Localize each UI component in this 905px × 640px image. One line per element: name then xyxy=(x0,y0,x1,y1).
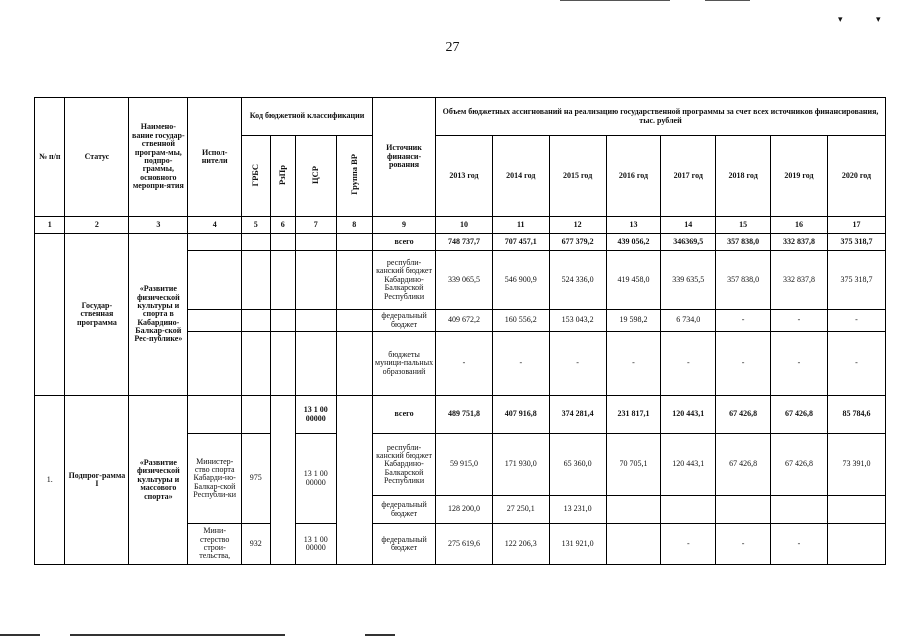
header-grbs xyxy=(242,136,270,217)
cell-value: 375 318,7 xyxy=(827,234,885,251)
cell-rzpr xyxy=(270,251,295,310)
cell-name: «Развитие физической культуры и массового спорта» xyxy=(129,396,188,565)
header-source: Источник финанси-рования xyxy=(373,98,436,217)
cell-value: 407 916,8 xyxy=(492,396,549,434)
cell-csr xyxy=(295,310,336,332)
cell-value: 546 900,9 xyxy=(492,251,549,310)
cell-csr: 13 1 00 00000 xyxy=(295,524,336,565)
cell-executor xyxy=(188,310,242,332)
cell-value: 275 619,6 xyxy=(436,524,493,565)
cell-grbs: 932 xyxy=(242,524,270,565)
cell-executor xyxy=(188,251,242,310)
cell-vr xyxy=(336,332,373,396)
header-rzpr-label: РзПр xyxy=(277,164,288,185)
cell-grbs xyxy=(242,234,270,251)
top-rule xyxy=(560,0,670,1)
cell-value: 67 426,8 xyxy=(771,396,828,434)
cell-value: 160 556,2 xyxy=(492,310,549,332)
cell-csr xyxy=(295,251,336,310)
cell-vr xyxy=(336,310,373,332)
cell-value: 677 379,2 xyxy=(549,234,606,251)
cell-rzpr xyxy=(270,396,295,565)
cell-value xyxy=(661,496,716,524)
cell-value: 489 751,8 xyxy=(436,396,493,434)
cell-value: 120 443,1 xyxy=(661,396,716,434)
cell-value: - xyxy=(771,524,828,565)
cell-value xyxy=(827,496,885,524)
cell-rzpr xyxy=(270,234,295,251)
cell-executor: Мини-стерство строи-тельства, xyxy=(188,524,242,565)
header-csr xyxy=(295,136,336,217)
col-number: 7 xyxy=(295,217,336,234)
col-number: 5 xyxy=(242,217,270,234)
cell-value: - xyxy=(492,332,549,396)
cell-value: 131 921,0 xyxy=(549,524,606,565)
col-number: 9 xyxy=(373,217,436,234)
header-year: 2020 год xyxy=(827,136,885,217)
header-vr xyxy=(336,136,373,217)
header-year: 2018 год xyxy=(716,136,771,217)
header-num: № п/п xyxy=(35,98,65,217)
col-number: 8 xyxy=(336,217,373,234)
corner-mark: ▾ xyxy=(876,14,881,24)
cell-value: 439 056,2 xyxy=(606,234,661,251)
cell-value: 85 784,6 xyxy=(827,396,885,434)
header-volume-group: Объем бюджетных ассигнований на реализацию государственной программы за счет всех источников финансирования, тыс. рублей xyxy=(436,98,886,136)
cell-value: 409 672,2 xyxy=(436,310,493,332)
cell-value: 357 838,0 xyxy=(716,251,771,310)
header-year: 2013 год xyxy=(436,136,493,217)
cell-value: 128 200,0 xyxy=(436,496,493,524)
col-number: 1 xyxy=(35,217,65,234)
cell-grbs xyxy=(242,251,270,310)
cell-value: 332 837,8 xyxy=(771,251,828,310)
cell-value: - xyxy=(436,332,493,396)
cell-value: 231 817,1 xyxy=(606,396,661,434)
cell-executor xyxy=(188,234,242,251)
col-number: 14 xyxy=(661,217,716,234)
cell-csr xyxy=(295,234,336,251)
column-numbers-row xyxy=(35,217,886,234)
bottom-rule xyxy=(365,634,395,636)
cell-value: 339 635,5 xyxy=(661,251,716,310)
cell-grbs xyxy=(242,396,270,434)
cell-value: - xyxy=(827,310,885,332)
header-year: 2016 год xyxy=(606,136,661,217)
cell-grbs xyxy=(242,332,270,396)
cell-vr xyxy=(336,234,373,251)
cell-value: 374 281,4 xyxy=(549,396,606,434)
cell-rzpr xyxy=(270,310,295,332)
bottom-rule xyxy=(70,634,285,636)
cell-value xyxy=(606,496,661,524)
cell-csr xyxy=(295,332,336,396)
cell-value: 70 705,1 xyxy=(606,434,661,496)
header-status: Статус xyxy=(65,98,129,217)
cell-source: всего xyxy=(373,234,436,251)
col-number: 16 xyxy=(771,217,828,234)
cell-value: - xyxy=(716,310,771,332)
cell-value: - xyxy=(827,332,885,396)
cell-value: 171 930,0 xyxy=(492,434,549,496)
header-year: 2019 год xyxy=(771,136,828,217)
page-number: 27 xyxy=(445,40,460,55)
cell-value: 339 065,5 xyxy=(436,251,493,310)
header-year: 2017 год xyxy=(661,136,716,217)
cell-source: всего xyxy=(373,396,436,434)
cell-value: 19 598,2 xyxy=(606,310,661,332)
cell-grbs xyxy=(242,310,270,332)
cell-value: 13 231,0 xyxy=(549,496,606,524)
cell-value: 73 391,0 xyxy=(827,434,885,496)
cell-status: Государ-ственная программа xyxy=(65,234,129,396)
col-number: 2 xyxy=(65,217,129,234)
col-number: 17 xyxy=(827,217,885,234)
cell-value: 67 426,8 xyxy=(771,434,828,496)
cell-value: 707 457,1 xyxy=(492,234,549,251)
header-csr-label: ЦСР xyxy=(310,165,321,184)
cell-value: 375 318,7 xyxy=(827,251,885,310)
top-rule xyxy=(705,0,750,1)
header-year: 2014 год xyxy=(492,136,549,217)
cell-source: федеральный бюджет xyxy=(373,524,436,565)
col-number: 12 xyxy=(549,217,606,234)
cell-status: Подпрог-рамма I xyxy=(65,396,129,565)
cell-value xyxy=(606,524,661,565)
cell-value xyxy=(771,496,828,524)
cell-value: 332 837,8 xyxy=(771,234,828,251)
cell-value: 65 360,0 xyxy=(549,434,606,496)
cell-rzpr xyxy=(270,332,295,396)
col-number: 10 xyxy=(436,217,493,234)
table-row xyxy=(35,396,886,434)
cell-value: 59 915,0 xyxy=(436,434,493,496)
header-row xyxy=(35,98,886,136)
cell-value: 67 426,8 xyxy=(716,396,771,434)
cell-value: 357 838,0 xyxy=(716,234,771,251)
cell-csr: 13 1 00 00000 xyxy=(295,396,336,434)
budget-table xyxy=(34,97,886,565)
cell-value: 153 043,2 xyxy=(549,310,606,332)
cell-source: бюджеты муници-пальных образований xyxy=(373,332,436,396)
cell-executor xyxy=(188,396,242,434)
cell-value: - xyxy=(716,524,771,565)
cell-value: 748 737,7 xyxy=(436,234,493,251)
table-row xyxy=(35,234,886,251)
cell-value: 122 206,3 xyxy=(492,524,549,565)
cell-value: - xyxy=(771,332,828,396)
col-number: 11 xyxy=(492,217,549,234)
header-year: 2015 год xyxy=(549,136,606,217)
cell-value: 6 734,0 xyxy=(661,310,716,332)
cell-name: «Развитие физической культуры и спорта в Кабардино-Балкар-ской Рес-публике» xyxy=(129,234,188,396)
cell-source: республи-канский бюджет Кабардино-Балкарской Республики xyxy=(373,251,436,310)
col-number: 13 xyxy=(606,217,661,234)
cell-value: 346369,5 xyxy=(661,234,716,251)
cell-num: 1. xyxy=(35,396,65,565)
header-kbk-group: Код бюджетной классификации xyxy=(242,98,373,136)
header-grbs-label: ГРБС xyxy=(250,163,261,186)
cell-value: - xyxy=(661,524,716,565)
cell-value: 120 443,1 xyxy=(661,434,716,496)
bottom-rule xyxy=(0,634,40,636)
cell-value: - xyxy=(661,332,716,396)
cell-source: федеральный бюджет xyxy=(373,310,436,332)
cell-value: 27 250,1 xyxy=(492,496,549,524)
col-number: 4 xyxy=(188,217,242,234)
header-rzpr xyxy=(270,136,295,217)
cell-value: 419 458,0 xyxy=(606,251,661,310)
cell-csr: 13 1 00 00000 xyxy=(295,434,336,524)
cell-source: республи-канский бюджет Кабардино-Балкарской Республики xyxy=(373,434,436,496)
cell-value: - xyxy=(549,332,606,396)
cell-value xyxy=(827,524,885,565)
cell-value: 524 336,0 xyxy=(549,251,606,310)
header-vr-label: Группа ВР xyxy=(348,154,359,196)
cell-source: федеральный бюджет xyxy=(373,496,436,524)
col-number: 6 xyxy=(270,217,295,234)
cell-vr xyxy=(336,251,373,310)
cell-grbs: 975 xyxy=(242,434,270,524)
cell-value: 67 426,8 xyxy=(716,434,771,496)
cell-vr xyxy=(336,396,373,565)
cell-value: - xyxy=(606,332,661,396)
cell-value xyxy=(716,496,771,524)
header-executors: Испол-нители xyxy=(188,98,242,217)
cell-executor xyxy=(188,332,242,396)
col-number: 15 xyxy=(716,217,771,234)
cell-num xyxy=(35,234,65,396)
cell-value: - xyxy=(716,332,771,396)
header-name: Наимено-вание государ-ственной програм-мы, подпро-граммы, основного меропри-ятия xyxy=(129,98,188,217)
cell-executor: Министер-ство спорта Кабарди-но-Балкар-ской Республи-ки xyxy=(188,434,242,524)
cell-value: - xyxy=(771,310,828,332)
col-number: 3 xyxy=(129,217,188,234)
corner-mark: ▾ xyxy=(838,14,843,24)
